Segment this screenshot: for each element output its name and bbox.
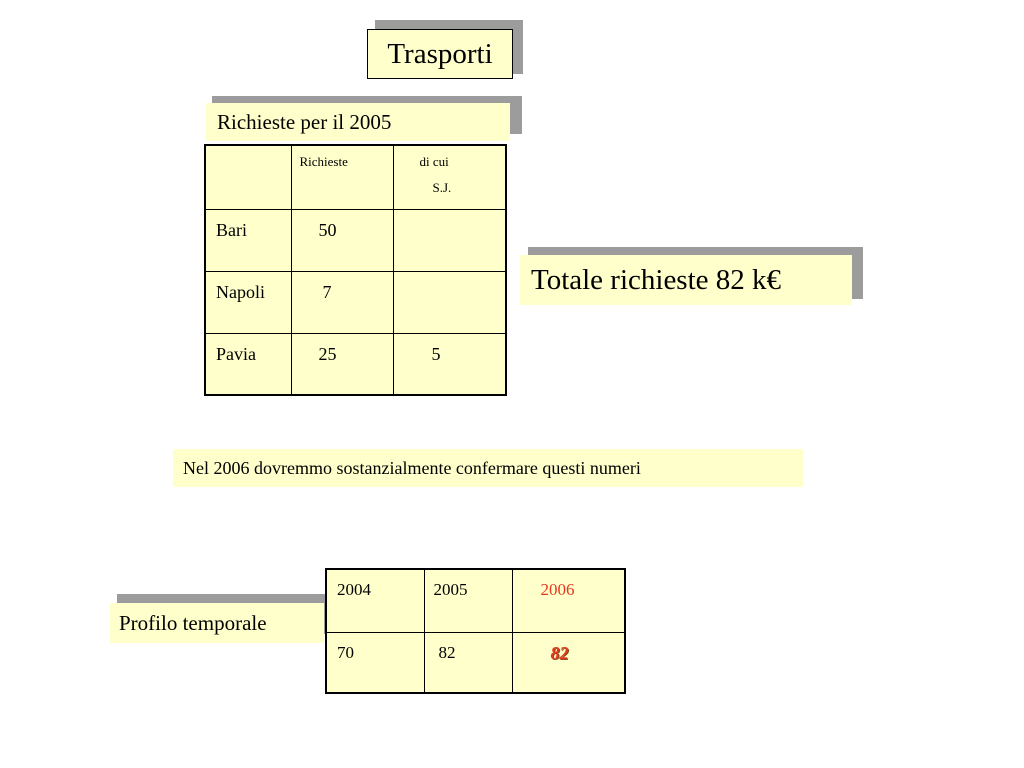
- profile-value: 70: [337, 642, 354, 662]
- header-richieste: Richieste: [299, 154, 348, 169]
- profile-years-row: [326, 569, 625, 632]
- note-label: [173, 449, 803, 487]
- richieste-value: 50: [318, 219, 337, 240]
- header-sj: S.J.: [432, 180, 452, 195]
- year-label-2006: 2006: [540, 580, 575, 599]
- profile-values-row: [326, 632, 625, 693]
- city-cell: [205, 271, 291, 333]
- year-cell: [424, 569, 512, 632]
- value-cell: [424, 632, 512, 693]
- city-name: Bari: [216, 219, 247, 240]
- city-cell: [205, 209, 291, 271]
- year-cell-highlight: [512, 569, 625, 632]
- value-cell: [326, 632, 424, 693]
- table-row: [205, 209, 506, 271]
- table-row: [205, 333, 506, 395]
- year-cell: [326, 569, 424, 632]
- table-header-row: [205, 145, 506, 209]
- profile-label: [110, 603, 324, 643]
- requests-label-text: Richieste per il 2005: [217, 109, 392, 134]
- richieste-value: 7: [322, 281, 332, 302]
- richieste-value: 25: [318, 343, 337, 364]
- richieste-cell: [291, 209, 393, 271]
- city-cell: [205, 333, 291, 395]
- total-text: Totale richieste 82 k€: [531, 263, 782, 296]
- city-name: Napoli: [216, 281, 265, 302]
- sj-cell: [393, 209, 506, 271]
- sj-value: 5: [431, 343, 441, 364]
- sj-cell: [393, 271, 506, 333]
- header-cell-empty: [205, 145, 291, 209]
- requests-label: [206, 103, 510, 141]
- profile-label-text: Profilo temporale: [119, 610, 267, 635]
- total-label: [520, 255, 852, 305]
- year-label: 2004: [337, 580, 371, 599]
- header-cell-sj: [393, 145, 506, 209]
- page-title: [367, 29, 513, 79]
- page-title-text: Trasporti: [387, 37, 493, 70]
- value-cell-highlight: [512, 632, 625, 693]
- richieste-cell: [291, 333, 393, 395]
- sj-cell: [393, 333, 506, 395]
- header-cell-richieste: [291, 145, 393, 209]
- city-name: Pavia: [216, 343, 256, 364]
- table-row: [205, 271, 506, 333]
- note-text: Nel 2006 dovremmo sostanzialmente confermare questi numeri: [183, 457, 641, 478]
- profile-table: [325, 568, 626, 694]
- requests-table: [204, 144, 507, 396]
- profile-value: 82: [438, 642, 456, 662]
- profile-value-2006: 82: [550, 642, 569, 663]
- year-label: 2005: [433, 580, 468, 599]
- header-di-cui: di cui: [419, 154, 449, 169]
- richieste-cell: [291, 271, 393, 333]
